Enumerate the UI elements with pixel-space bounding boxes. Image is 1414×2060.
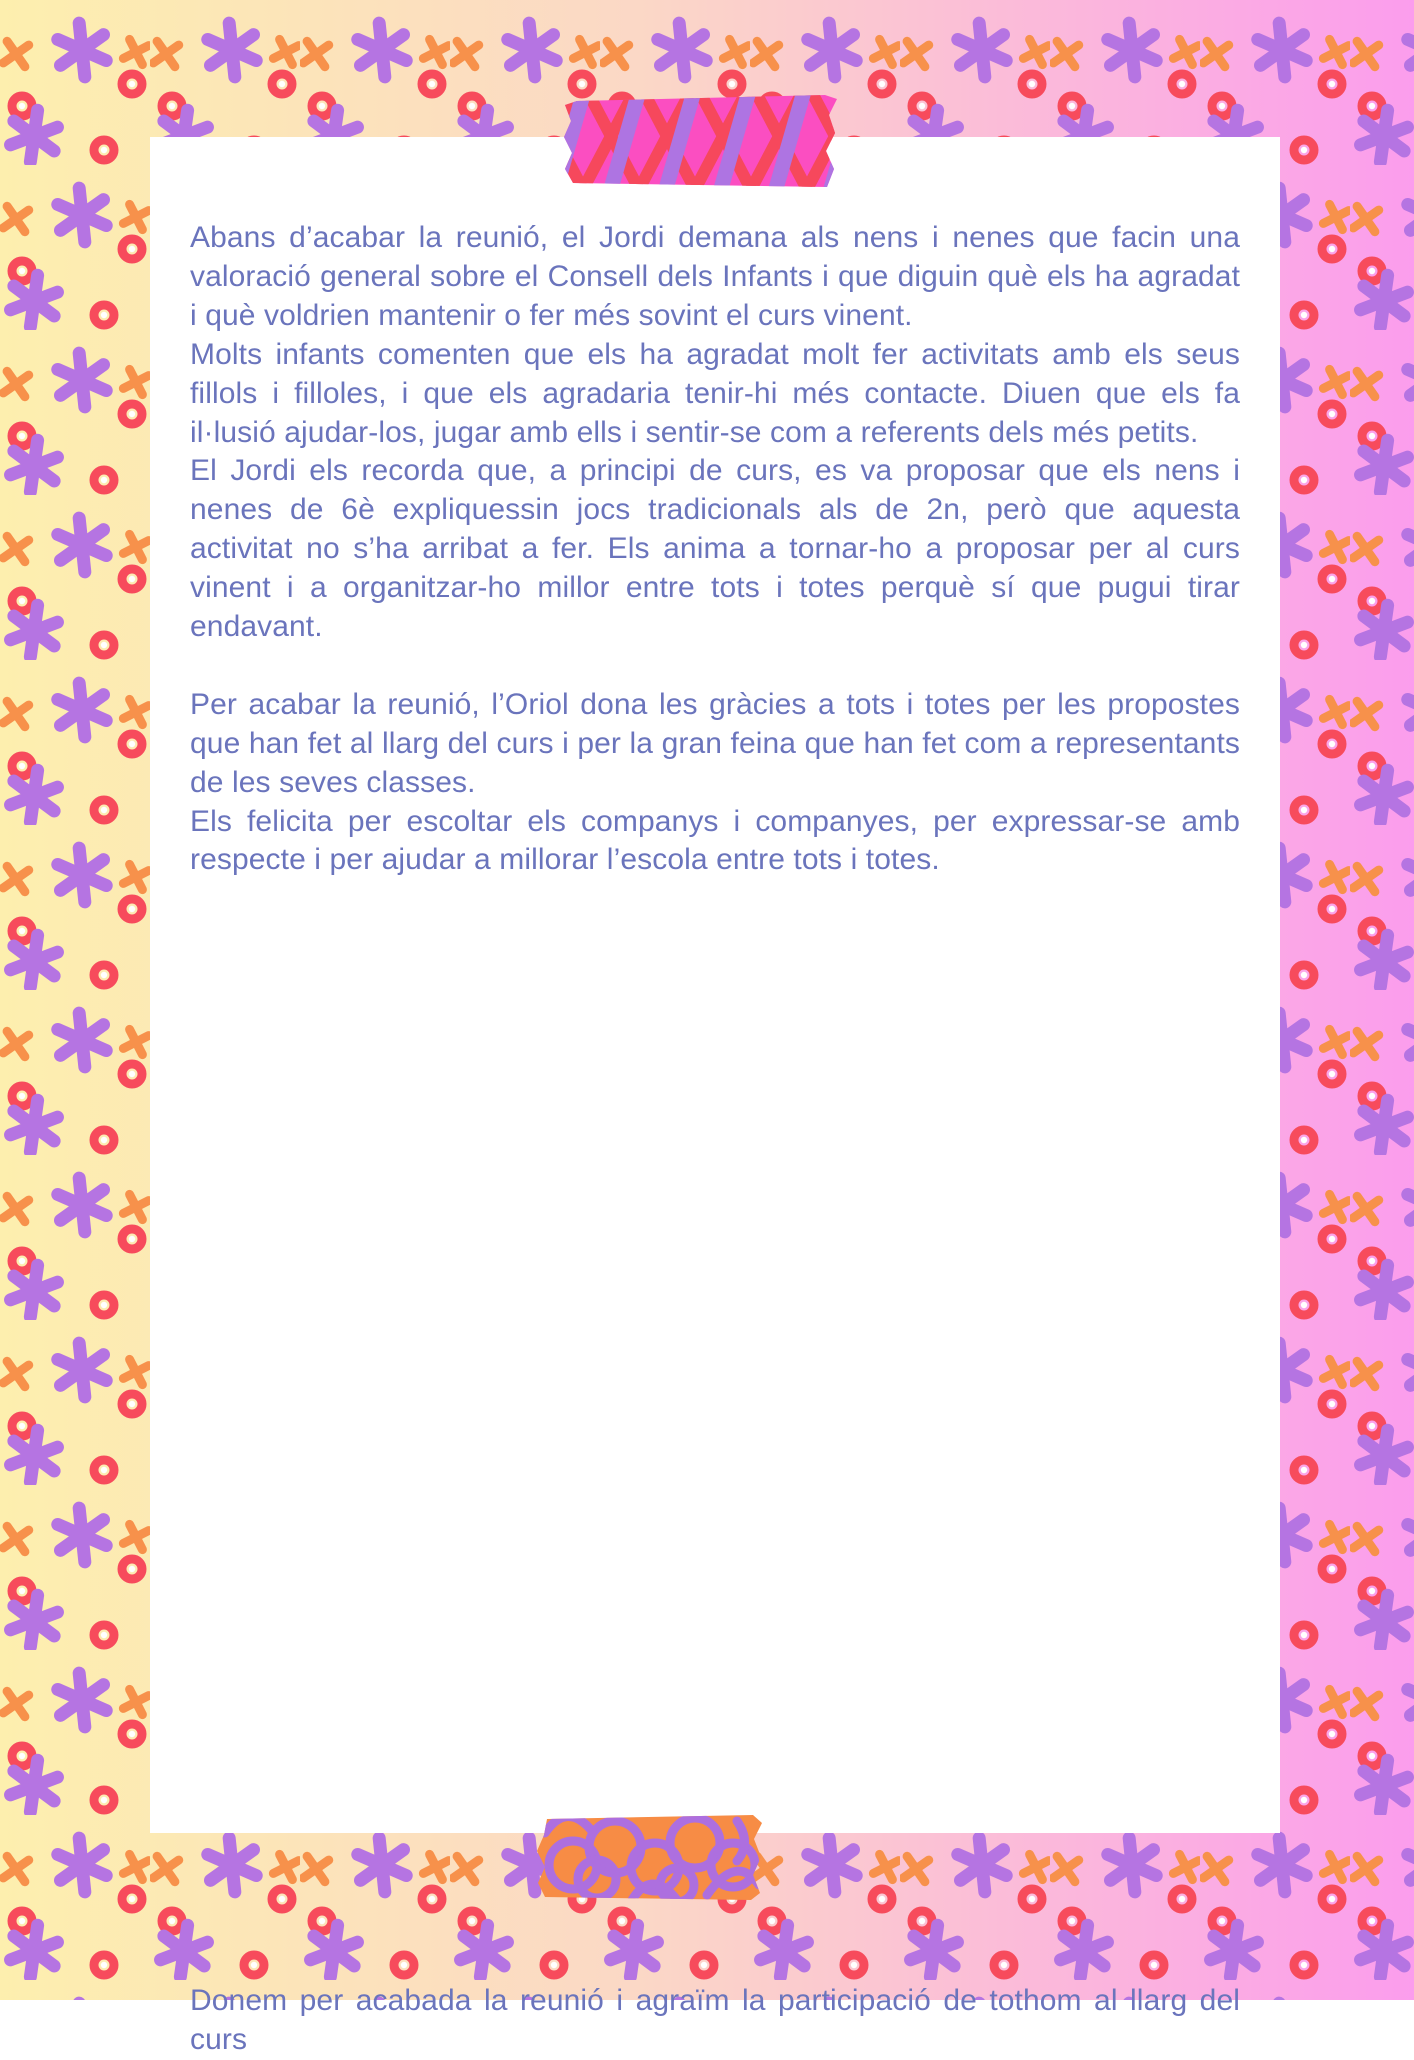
washi-tape-bottom [537,1813,762,1900]
paragraph: Abans d’acabar la reunió, el Jordi demana als nens i nenes que facin una valoració general sobre el Consell dels Infants i que diguin què els ha agradat i què voldrien mantenir o fer més sovint el curs vinent. [190,221,1240,332]
paragraph: Per acabar la reunió, l’Oriol dona les gràcies a tots i totes per les propostes que han fet al llarg del curs i per la gran feina que han fet com a representants de les seves classes. [190,687,1240,799]
washi-tape-top [563,93,837,187]
paragraph: Els felicita per escoltar els companys i companyes, per expressar-se amb respecte i per ajudar a millorar l’escola entre tots i totes. [190,804,1240,877]
paragraph: Molts infants comenten que els ha agradat molt fer activitats amb els seus fillols i filloles, i que els agradaria tenir-hi més contacte. Diuen que els fa il·lusió ajudar-los, jugar amb ells i sentir-se com a referents dels més petits. [190,337,1240,449]
content-card [150,137,1280,1833]
paragraph: El Jordi els recorda que, a principi de curs, es va proposar que els nens i nenes de 6è expliquessin jocs tradicionals als de 2n, però que aquesta activitat no s’ha arribat a fer. Els anima a tornar-ho a proposar per al curs vinent i a organitzar-ho millor entre tots i totes perquè sí que pugui tirar endavant. [190,454,1240,644]
clipped-bottom-text: Donem per acabada la reunió i agraïm la participació de tothom al llarg del curs [190,1984,1240,2056]
